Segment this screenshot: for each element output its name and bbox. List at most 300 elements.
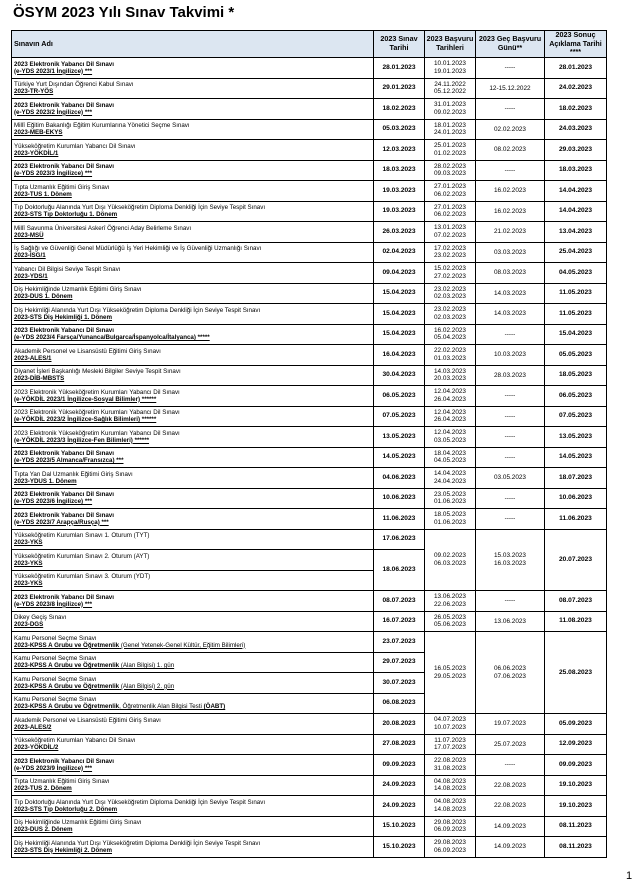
result-date: 24.02.2023: [545, 78, 607, 99]
exam-name-line: [14, 826, 373, 833]
application-dates-line: 17.02.2023: [434, 244, 466, 252]
application-dates: [425, 529, 476, 591]
late-application-date: 22.08.2023: [476, 796, 545, 817]
table-row: [12, 529, 607, 550]
application-dates-line: 09.02.2023: [434, 108, 466, 116]
exam-code: 2023-TUS 2. Dönem: [14, 785, 72, 793]
exam-name-line: [14, 478, 373, 485]
exam-name-line: [14, 512, 373, 519]
application-dates-line: 06.02.2023: [434, 211, 466, 219]
exam-name-cell: [12, 263, 374, 284]
exam-date: 09.04.2023: [374, 263, 425, 284]
application-dates-line: 05.12.2022: [434, 88, 466, 96]
exam-name-line: [14, 368, 373, 375]
exam-name-line: [14, 683, 373, 690]
exam-code: 2023-YÖKDİL/1: [14, 149, 59, 157]
application-dates-line: 01.06.2023: [434, 498, 466, 506]
exam-code: 2023 Elektronik Yabancı Dil Sınavı: [14, 101, 114, 109]
exam-name-line: [14, 409, 373, 416]
exam-code: 2023 Elektronik Yabancı Dil Sınavı: [14, 757, 114, 765]
exam-name-cell: [12, 304, 374, 325]
late-application-date: -----: [476, 99, 545, 120]
exam-name-cell: [12, 652, 374, 673]
table-row: [12, 816, 607, 837]
table-row: [12, 324, 607, 345]
application-dates: [425, 427, 476, 448]
result-date: 18.05.2023: [545, 365, 607, 386]
result-date: 12.09.2023: [545, 734, 607, 755]
table-row: [12, 632, 607, 653]
table-row: [12, 468, 607, 489]
late-application-date-line: 15.03.2023: [494, 552, 526, 560]
exam-title: Akademik Personel ve Lisansüstü Eğitimi Giriş Sınavı: [14, 716, 161, 724]
late-application-date: 03.05.2023: [476, 468, 545, 489]
page-title: ÖSYM 2023 Yılı Sınav Takvimi *: [13, 4, 235, 21]
exam-title: Yükseköğretim Kurumları Sınavı 1. Oturum (TYT): [14, 532, 150, 540]
exam-session-code: (ÖABT): [203, 703, 226, 711]
table-row: [12, 427, 607, 448]
exam-name-line: [14, 437, 373, 444]
exam-name-line: [14, 840, 373, 847]
application-dates-line: 03.05.2023: [434, 436, 466, 444]
exam-name-cell: [12, 550, 374, 571]
exam-name-cell: [12, 468, 374, 489]
late-application-date: 16.02.2023: [476, 181, 545, 202]
result-date: 09.09.2023: [545, 755, 607, 776]
table-row: [12, 304, 607, 325]
exam-name-cell: [12, 140, 374, 161]
exam-name-line: [14, 819, 373, 826]
exam-name-cell: [12, 365, 374, 386]
exam-code: (e-YDS 2023/4 Farsça/Yunanca/Bulgarca/İspanyolca/İtalyanca) *****: [14, 334, 210, 342]
application-dates-line: 01.03.2023: [434, 354, 466, 362]
exam-name-line: [14, 614, 373, 621]
exam-date: 05.03.2023: [374, 119, 425, 140]
table-row: [12, 263, 607, 284]
exam-code: 2023 Elektronik Yabancı Dil Sınavı: [14, 511, 114, 519]
late-application-date: 08.03.2023: [476, 263, 545, 284]
result-date: 18.03.2023: [545, 160, 607, 181]
late-application-date-line: 16.03.2023: [494, 559, 526, 567]
exam-code: 2023-STS Diş Hekimliği 1. Dönem: [14, 313, 113, 321]
exam-code: 2023-İSG/1: [14, 252, 46, 260]
exam-name-line: [14, 68, 373, 75]
exam-code: 2023-YÖKDİL/2: [14, 744, 59, 752]
application-dates-line: 05.04.2023: [434, 334, 466, 342]
table-row: [12, 734, 607, 755]
exam-code: 2023-YKS: [14, 559, 43, 567]
exam-name-line: [14, 389, 373, 396]
late-application-date: 14.03.2023: [476, 283, 545, 304]
application-dates-line: 14.08.2023: [434, 805, 466, 813]
exam-session-detail: (Alan Bilgisi) 2. gün: [119, 682, 175, 690]
exam-code: 2023-DİB-MBSTS: [14, 375, 65, 383]
exam-name-line: [14, 594, 373, 601]
exam-title: Tıpta Uzmanlık Eğitimi Giriş Sınavı: [14, 778, 110, 786]
late-application-date: -----: [476, 488, 545, 509]
exam-calendar-table: [11, 30, 607, 858]
late-application-date: -----: [476, 386, 545, 407]
exam-name-line: [14, 519, 373, 526]
exam-name-line: [14, 143, 373, 150]
result-date: 06.05.2023: [545, 386, 607, 407]
late-application-date-line: 07.06.2023: [494, 672, 526, 680]
application-dates: [425, 78, 476, 99]
application-dates-line: 02.03.2023: [434, 293, 466, 301]
exam-code: (e-YDS 2023/9 İngilizce) ***: [14, 764, 93, 772]
result-date: 05.09.2023: [545, 714, 607, 735]
exam-date: 18.02.2023: [374, 99, 425, 120]
application-dates: [425, 222, 476, 243]
late-application-date: 10.03.2023: [476, 345, 545, 366]
application-dates-line: 07.02.2023: [434, 231, 466, 239]
exam-name-line: [14, 532, 373, 539]
exam-name-line: [14, 122, 373, 129]
application-dates-line: 04.05.2023: [434, 457, 466, 465]
late-application-date: 16.02.2023: [476, 201, 545, 222]
exam-date: 30.04.2023: [374, 365, 425, 386]
application-dates-line: 11.07.2023: [434, 736, 466, 744]
application-dates-line: 18.05.2023: [434, 511, 466, 519]
application-dates-line: 14.04.2023: [434, 470, 466, 478]
exam-name-line: [14, 553, 373, 560]
application-dates-line: 14.03.2023: [434, 367, 466, 375]
exam-name-line: [14, 170, 373, 177]
exam-name-cell: [12, 427, 374, 448]
application-dates-line: 04.08.2023: [434, 798, 466, 806]
exam-code: 2023-YKS: [14, 580, 43, 588]
exam-date: 09.09.2023: [374, 755, 425, 776]
exam-name-line: [14, 642, 373, 649]
exam-code: 2023-DGS: [14, 621, 44, 629]
result-date: 13.05.2023: [545, 427, 607, 448]
exam-title: Kamu Personel Seçme Sınavı: [14, 634, 97, 642]
exam-date: 13.05.2023: [374, 427, 425, 448]
exam-name-cell: [12, 714, 374, 735]
late-application-date: -----: [476, 509, 545, 530]
exam-code: (e-YÖKDİL 2023/2 İngilizce-Sağlık Bilimleri) ******: [14, 416, 157, 424]
table-row: [12, 181, 607, 202]
exam-name-cell: [12, 591, 374, 612]
application-dates-line: 17.07.2023: [434, 744, 466, 752]
application-dates-line: 14.08.2023: [434, 785, 466, 793]
exam-date: 07.05.2023: [374, 406, 425, 427]
late-application-date: 22.08.2023: [476, 775, 545, 796]
application-dates: [425, 611, 476, 632]
exam-date: 08.07.2023: [374, 591, 425, 612]
exam-name-line: [14, 724, 373, 731]
exam-code: (e-YDS 2023/3 İngilizce) ***: [14, 170, 93, 178]
exam-date: 28.01.2023: [374, 58, 425, 79]
exam-name-line: [14, 225, 373, 232]
application-dates-line: 23.02.2023: [434, 285, 466, 293]
application-dates-line: 23.02.2023: [434, 306, 466, 314]
exam-name-line: [14, 396, 373, 403]
application-dates: [425, 734, 476, 755]
application-dates: [425, 242, 476, 263]
exam-name-cell: [12, 529, 374, 550]
exam-date: 29.01.2023: [374, 78, 425, 99]
table-row: [12, 591, 607, 612]
exam-name-line: [14, 696, 373, 703]
exam-name-cell: [12, 58, 374, 79]
page-number: 1: [626, 870, 633, 882]
table-row: [12, 58, 607, 79]
exam-date: 20.08.2023: [374, 714, 425, 735]
exam-session-detail: , Öğretmenlik Alan Bilgisi Testi: [119, 703, 204, 711]
application-dates: [425, 775, 476, 796]
exam-title: Yükseköğretim Kurumları Yabancı Dil Sınavı: [14, 142, 136, 150]
table-row: [12, 242, 607, 263]
application-dates-line: 05.06.2023: [434, 621, 466, 629]
exam-date: 30.07.2023: [374, 673, 425, 694]
application-dates-line: 29.05.2023: [434, 672, 466, 680]
exam-title: Diş Hekimliğinde Uzmanlık Eğitimi Giriş Sınavı: [14, 286, 142, 294]
exam-name-line: [14, 314, 373, 321]
exam-name-cell: [12, 181, 374, 202]
exam-title: Kamu Personel Seçme Sınavı: [14, 696, 97, 704]
result-date: 14.04.2023: [545, 201, 607, 222]
result-date: 04.05.2023: [545, 263, 607, 284]
application-dates-line: 10.01.2023: [434, 60, 466, 68]
exam-title: Diş Hekimliğinde Uzmanlık Eğitimi Giriş Sınavı: [14, 819, 142, 827]
exam-name-line: [14, 273, 373, 280]
exam-code: 2023-YDS/1: [14, 272, 48, 280]
application-dates-line: 18.04.2023: [434, 449, 466, 457]
exam-name-cell: [12, 345, 374, 366]
exam-date: 19.03.2023: [374, 181, 425, 202]
header-application-dates: 2023 Başvuru Tarihleri: [425, 31, 476, 58]
application-dates-line: 22.08.2023: [434, 757, 466, 765]
application-dates-line: 16.02.2023: [434, 326, 466, 334]
result-date: 13.04.2023: [545, 222, 607, 243]
application-dates: [425, 140, 476, 161]
result-date: 18.07.2023: [545, 468, 607, 489]
application-dates-line: 22.06.2023: [434, 600, 466, 608]
exam-title: Kamu Personel Seçme Sınavı: [14, 655, 97, 663]
exam-name-line: [14, 703, 373, 710]
exam-name-line: [14, 232, 373, 239]
exam-date: 18.03.2023: [374, 160, 425, 181]
application-dates: [425, 755, 476, 776]
application-dates-line: 24.11.2022: [434, 80, 466, 88]
late-application-date: 25.07.2023: [476, 734, 545, 755]
exam-name-line: [14, 560, 373, 567]
exam-name-cell: [12, 488, 374, 509]
table-row: [12, 283, 607, 304]
application-dates-line: 23.02.2023: [434, 252, 466, 260]
exam-date: 16.07.2023: [374, 611, 425, 632]
exam-date: 06.08.2023: [374, 693, 425, 714]
exam-name-cell: [12, 242, 374, 263]
exam-title: Tıpta Uzmanlık Eğitimi Giriş Sınavı: [14, 183, 110, 191]
late-application-date: 14.09.2023: [476, 837, 545, 858]
exam-date: 15.04.2023: [374, 283, 425, 304]
exam-name-line: [14, 211, 373, 218]
table-row: [12, 140, 607, 161]
table-row: [12, 201, 607, 222]
application-dates: [425, 345, 476, 366]
exam-name-line: [14, 129, 373, 136]
exam-date: 15.10.2023: [374, 816, 425, 837]
exam-name-line: [14, 847, 373, 854]
late-application-date: -----: [476, 58, 545, 79]
application-dates-line: 10.07.2023: [434, 723, 466, 731]
exam-name-cell: [12, 324, 374, 345]
exam-code: 2023-YKS: [14, 539, 43, 547]
application-dates: [425, 509, 476, 530]
table-row: [12, 611, 607, 632]
exam-date: 19.03.2023: [374, 201, 425, 222]
application-dates: [425, 632, 476, 714]
exam-name-line: [14, 416, 373, 423]
exam-name-line: [14, 184, 373, 191]
table-row: [12, 160, 607, 181]
application-dates-line: 12.04.2023: [434, 388, 466, 396]
exam-title: Dikey Geçiş Sınavı: [14, 614, 67, 622]
late-application-date: 08.02.2023: [476, 140, 545, 161]
exam-name-cell: [12, 78, 374, 99]
late-application-date: 21.02.2023: [476, 222, 545, 243]
exam-name-cell: [12, 611, 374, 632]
table-row: [12, 365, 607, 386]
result-date: 14.05.2023: [545, 447, 607, 468]
result-date: 11.05.2023: [545, 283, 607, 304]
exam-title: Yükseköğretim Kurumları Sınavı 3. Oturum (YDT): [14, 573, 151, 581]
exam-name-line: [14, 109, 373, 116]
result-date: 19.10.2023: [545, 796, 607, 817]
late-application-date: 12-15.12.2022: [476, 78, 545, 99]
application-dates: [425, 99, 476, 120]
application-dates: [425, 181, 476, 202]
late-application-date: -----: [476, 755, 545, 776]
exam-code: 2023 Elektronik Yabancı Dil Sınavı: [14, 450, 114, 458]
application-dates-line: 24.04.2023: [434, 477, 466, 485]
exam-code: 2023-YDUS 1. Dönem: [14, 477, 77, 485]
exam-title: Millî Eğitim Bakanlığı Eğitim Kurumlarına Yönetici Seçme Sınavı: [14, 122, 190, 130]
exam-name-cell: [12, 816, 374, 837]
application-dates-line: 12.04.2023: [434, 429, 466, 437]
late-application-date: 14.09.2023: [476, 816, 545, 837]
exam-name-cell: [12, 632, 374, 653]
exam-name-line: [14, 375, 373, 382]
exam-name-line: [14, 293, 373, 300]
application-dates-line: 02.03.2023: [434, 313, 466, 321]
application-dates: [425, 201, 476, 222]
exam-name-line: [14, 450, 373, 457]
exam-title: Diş Hekimliği Alanında Yurt Dışı Yükseköğretim Diploma Denkliği İçin Seviye Tespit Sınavı: [14, 306, 261, 314]
application-dates-line: 25.01.2023: [434, 142, 466, 150]
exam-name-line: [14, 61, 373, 68]
table-row: [12, 509, 607, 530]
exam-date: 02.04.2023: [374, 242, 425, 263]
application-dates-line: 04.07.2023: [434, 716, 466, 724]
application-dates: [425, 796, 476, 817]
application-dates-line: 06.03.2023: [434, 559, 466, 567]
exam-name-line: [14, 635, 373, 642]
application-dates-line: 26.04.2023: [434, 416, 466, 424]
exam-name-line: [14, 286, 373, 293]
result-date: 19.10.2023: [545, 775, 607, 796]
late-application-date: 28.03.2023: [476, 365, 545, 386]
exam-date: 04.06.2023: [374, 468, 425, 489]
exam-name-line: [14, 471, 373, 478]
exam-title: Yükseköğretim Kurumları Yabancı Dil Sınavı: [14, 737, 136, 745]
exam-name-cell: [12, 447, 374, 468]
exam-date: 14.05.2023: [374, 447, 425, 468]
exam-name-line: [14, 655, 373, 662]
exam-name-cell: [12, 734, 374, 755]
table-row: [12, 755, 607, 776]
application-dates-line: 29.08.2023: [434, 839, 466, 847]
exam-date: 29.07.2023: [374, 652, 425, 673]
application-dates-line: 12.04.2023: [434, 408, 466, 416]
exam-code: 2023-MEB-EKYS: [14, 129, 63, 137]
exam-name-cell: [12, 509, 374, 530]
application-dates-line: 27.01.2023: [434, 203, 466, 211]
exam-name-line: [14, 717, 373, 724]
exam-code: (e-YDS 2023/5 Almanca/Fransızca) ***: [14, 457, 124, 465]
exam-name-line: [14, 580, 373, 587]
exam-code: 2023-DUS 1. Dönem: [14, 293, 73, 301]
table-row: [12, 406, 607, 427]
exam-title: Yükseköğretim Kurumları Sınavı 2. Oturum (AYT): [14, 552, 150, 560]
exam-title: Tıp Doktorluğu Alanında Yurt Dışı Yükseköğretim Diploma Denkliği İçin Seviye Tespit Sınavı: [14, 204, 266, 212]
application-dates-line: 27.01.2023: [434, 183, 466, 191]
application-dates-line: 06.09.2023: [434, 846, 466, 854]
exam-name-line: [14, 662, 373, 669]
exam-code: (e-YDS 2023/6 İngilizce) ***: [14, 498, 93, 506]
result-date: 29.03.2023: [545, 140, 607, 161]
exam-name-line: [14, 676, 373, 683]
table-row: [12, 78, 607, 99]
header-result-date: 2023 Sonuç Açıklama Tarihi ****: [545, 31, 607, 58]
result-date: 11.08.2023: [545, 611, 607, 632]
application-dates-line: 22.02.2023: [434, 347, 466, 355]
late-application-date: [476, 632, 545, 714]
exam-name-line: [14, 806, 373, 813]
table-row: [12, 714, 607, 735]
exam-code: 2023-MSÜ: [14, 231, 44, 239]
exam-name-line: [14, 430, 373, 437]
application-dates-line: 26.05.2023: [434, 613, 466, 621]
exam-name-cell: [12, 837, 374, 858]
exam-name-line: [14, 327, 373, 334]
exam-date: 15.04.2023: [374, 304, 425, 325]
application-dates-line: 06.02.2023: [434, 190, 466, 198]
application-dates-line: 13.01.2023: [434, 224, 466, 232]
exam-code: 2023-KPSS A Grubu ve Öğretmenlik: [14, 703, 120, 711]
late-application-date: -----: [476, 591, 545, 612]
exam-code: 2023 Elektronik Yabancı Dil Sınavı: [14, 327, 114, 335]
exam-code: (e-YDS 2023/2 İngilizce) ***: [14, 108, 93, 116]
application-dates: [425, 283, 476, 304]
exam-title: Yabancı Dil Bilgisi Seviye Tespit Sınavı: [14, 265, 121, 273]
result-date: 18.02.2023: [545, 99, 607, 120]
application-dates: [425, 160, 476, 181]
late-application-date: -----: [476, 427, 545, 448]
table-row: [12, 796, 607, 817]
exam-name-line: [14, 498, 373, 505]
exam-title: İş Sağlığı ve Güvenliği Genel Müdürlüğü İş Yeri Hekimliği ve İş Güvenliği Uzmanlığı Sınavı: [14, 245, 262, 253]
exam-code: 2023 Elektronik Yabancı Dil Sınavı: [14, 593, 114, 601]
late-application-date: [476, 529, 545, 591]
exam-name-cell: [12, 283, 374, 304]
application-dates: [425, 447, 476, 468]
application-dates-line: 28.02.2023: [434, 162, 466, 170]
exam-name-line: [14, 778, 373, 785]
table-row: [12, 119, 607, 140]
